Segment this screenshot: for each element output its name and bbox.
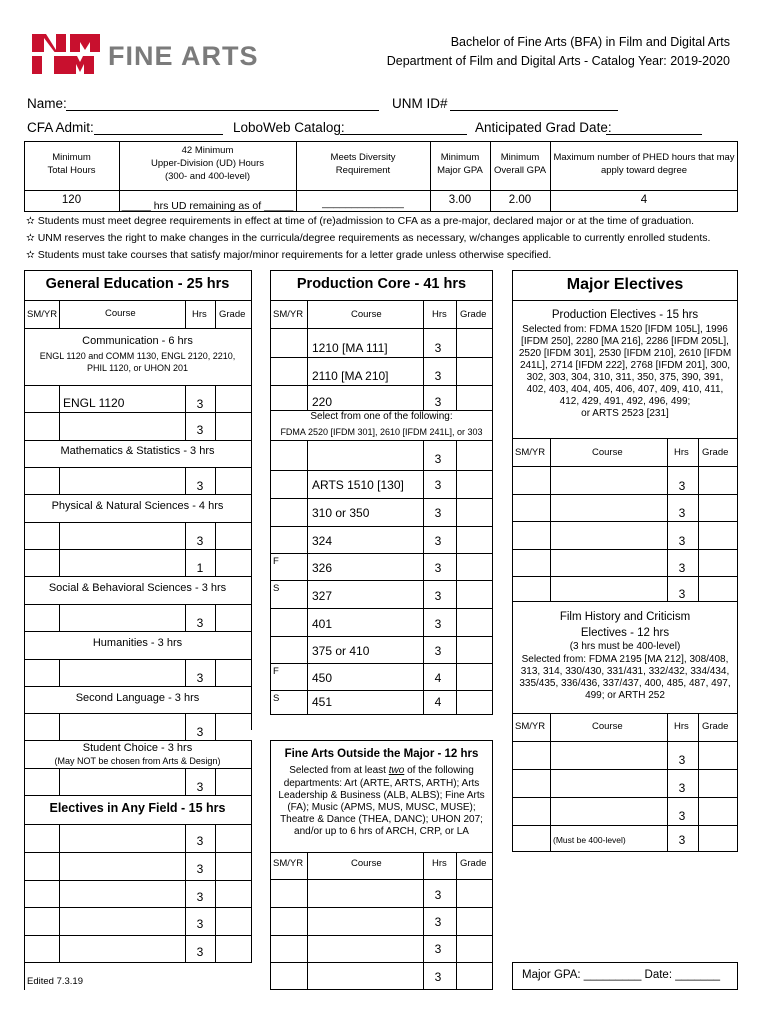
gen-col-hrs: Hrs [192,309,207,320]
outside-desc-two: two [388,765,405,776]
gen-hrs: 3 [196,479,204,493]
outside-desc-start: Selected from at least [289,765,386,776]
core-hrs: 3 [434,534,442,548]
gen-hrs: 3 [196,917,204,931]
name-label: Name: [27,96,67,111]
core-spring-marker: S [273,583,280,594]
core-hrs: 4 [434,695,442,709]
req-total-hours-header: Minimum Total Hours [47,152,96,176]
gen-hrs: 3 [196,862,204,876]
core-hrs: 3 [434,452,442,466]
cfa-admit-label: CFA Admit: [27,120,94,135]
gen-hrs: 3 [196,890,204,904]
cfa-admit-field[interactable] [94,134,223,135]
core-course-220: 220 [312,395,333,409]
core-course-arts-1510: ARTS 1510 [130] [312,478,404,492]
page-subtitle: Department of Film and Digital Arts - Catalog Year: 2019-2020 [386,54,730,68]
outside-col-course: Course [351,858,382,869]
core-course-450: 450 [312,671,333,685]
core-course-310-350: 310 or 350 [312,506,370,520]
major-hrs: 3 [678,534,686,548]
history-hrs: 3 [678,753,686,767]
outside-hrs: 3 [434,970,442,984]
gen-engl-1120: ENGL 1120 [63,396,125,410]
req-phed-value: 4 [640,194,648,206]
core-hrs: 3 [434,506,442,520]
req-overall-gpa-header: Minimum Overall GPA [493,152,547,176]
gen-electives-heading: Electives in Any Field - 15 hrs [49,801,226,815]
core-select-note: Select from one of the following: [310,411,453,422]
core-course-2110: 2110 [MA 210] [312,369,389,383]
gen-hrs: 3 [196,534,204,548]
general-education-title: General Education - 25 hrs [45,276,230,292]
gen-hrs: 3 [196,616,204,630]
history-col-course: Course [592,721,623,732]
edited-date: Edited 7.3.19 [27,976,83,987]
req-major-gpa-header: Minimum Major GPA [437,152,483,176]
req-diversity-header: Meets Diversity Requirement [330,152,396,176]
gen-hrs: 3 [196,671,204,685]
core-col-grade: Grade [460,309,487,320]
core-col-course: Course [351,309,382,320]
gen-communication-heading: Communication - 6 hrs [82,335,193,347]
core-fall-marker: F [273,666,279,677]
core-spring-marker: S [273,693,280,704]
gen-student-choice-note: (May NOT be chosen from Arts & Design) [54,756,221,766]
core-hrs: 3 [434,369,442,383]
core-fall-marker: F [273,556,279,567]
must-400-level-note: (Must be 400-level) [553,835,626,845]
production-electives-heading: Production Electives - 15 hrs [551,309,699,321]
grad-date-field[interactable] [606,134,702,135]
unm-id-field[interactable] [450,110,618,111]
req-overall-gpa-value: 2.00 [508,194,532,206]
grad-date-label: Anticipated Grad Date: [475,120,612,135]
outside-hrs: 3 [434,915,442,929]
core-hrs: 3 [434,617,442,631]
gen-hrs: 3 [196,423,204,437]
outside-major-title: Fine Arts Outside the Major - 12 hrs [284,748,479,760]
production-core-section [270,270,493,715]
core-hrs: 3 [434,644,442,658]
gen-physical-heading: Physical & Natural Sciences - 4 hrs [51,500,224,512]
film-history-note: (3 hrs must be 400-level) [569,641,681,652]
major-hrs: 3 [678,587,686,601]
major-hrs: 3 [678,479,686,493]
gen-humanities-heading: Humanities - 3 hrs [92,637,183,649]
gen-hrs: 3 [196,945,204,959]
core-course-401: 401 [312,617,333,631]
outside-hrs: 3 [434,942,442,956]
core-course-324: 324 [312,534,333,548]
gen-col-smyr: SM/YR [27,309,58,320]
core-hrs: 3 [434,561,442,575]
major-electives-title: Major Electives [566,276,684,293]
outside-col-smyr: SM/YR [273,858,304,869]
loboweb-catalog-field[interactable] [340,134,467,135]
outside-col-grade: Grade [460,858,487,869]
unm-logo [30,30,102,78]
loboweb-catalog-label: LoboWeb Catalog: [233,120,345,135]
req-ud-remaining-value[interactable]: _____ hrs UD remaining as of _____ [121,200,294,212]
production-core-title: Production Core - 41 hrs [296,276,467,292]
core-course-326: 326 [312,561,333,575]
core-hrs: 3 [434,478,442,492]
core-hrs: 3 [434,341,442,355]
core-col-hrs: Hrs [432,309,447,320]
history-col-grade: Grade [702,721,729,732]
core-hrs: 3 [434,395,442,409]
note-letter-grade: ✫ Students must take courses that satisfy major/minor requirements for a letter grade unless otherwise specified. [26,249,552,261]
outside-desc-end: of the following [407,765,474,776]
gen-social-heading: Social & Behavioral Sciences - 3 hrs [48,582,227,594]
gen-col-course: Course [105,308,136,319]
major-col-course: Course [592,447,623,458]
major-col-smyr: SM/YR [515,447,546,458]
history-hrs: 3 [678,833,686,847]
gen-student-choice-heading: Student Choice - 3 hrs [82,742,193,754]
film-history-list: Selected from: FDMA 2195 [MA 212], 308/408, 313, 314, 330/430, 331/431, 332/432, 334/434, 335/435, 336/436, 337/437, 400, 485, 487, 497, 499; or ARTH 252 [519,654,731,701]
film-history-heading: Film History and Criticism Electives - 12 hrs [559,611,691,639]
core-course-375-410: 375 or 410 [312,644,370,658]
major-col-hrs: Hrs [674,447,689,458]
gen-math-heading: Mathematics & Statistics - 3 hrs [60,445,215,457]
req-major-gpa-value: 3.00 [448,194,472,206]
req-diversity-value[interactable]: ______________ [322,197,404,209]
major-col-grade: Grade [702,447,729,458]
gen-hrs: 3 [196,780,204,794]
gen-col-grade: Grade [219,309,246,320]
page-title: Bachelor of Fine Arts (BFA) in Film and Digital Arts [450,35,730,49]
major-hrs: 3 [678,506,686,520]
core-select-list: FDMA 2520 [IFDM 301], 2610 [IFDM 241L], or 303 [280,427,483,437]
major-gpa-date[interactable]: Major GPA: _________ Date: _______ [522,969,720,981]
gen-hrs: 3 [196,834,204,848]
gen-communication-note: ENGL 1120 and COMM 1130, ENGL 2120, 2210, PHIL 1120, or UHON 201 [39,351,236,373]
note-readmission: ✫ Students must meet degree requirements in effect at time of (re)admission to CFA as a pre-major, declared major or at the time of graduation. [26,215,695,227]
fine-arts-logo-text: FINE ARTS [108,41,259,71]
core-hrs: 4 [434,671,442,685]
core-hrs: 3 [434,589,442,603]
outside-hrs: 3 [434,888,442,902]
name-field[interactable] [66,110,379,111]
gen-hrs: 3 [196,725,204,739]
req-phed-header: Maximum number of PHED hours that may apply toward degree [553,152,735,176]
history-hrs: 3 [678,809,686,823]
major-hrs: 3 [678,561,686,575]
unm-id-label: UNM ID# [392,96,448,111]
history-hrs: 3 [678,781,686,795]
outside-col-hrs: Hrs [432,858,447,869]
core-col-smyr: SM/YR [273,309,304,320]
req-total-hours-value: 120 [61,194,82,206]
core-course-451: 451 [312,695,333,709]
gen-hrs: 1 [196,561,204,575]
note-curricula: ✫ UNM reserves the right to make changes in the curricula/degree requirements as necessary, w/changes applicable to currently enrolled students. [26,232,711,244]
outside-desc-list: departments: Art (ARTE, ARTS, ARTH); Arts Leadership & Business (ALB, ALBS); Fine Arts (FA); Music (APMS, MUS, MUSC, MUSE); Theatre & Dance (THEA, DANC); UHON 207; and/or up to 6 hrs of ARCH, CRP, or LA [278,778,485,837]
history-col-smyr: SM/YR [515,721,546,732]
core-course-1210: 1210 [MA 111] [312,341,388,355]
production-electives-list: Selected from: FDMA 1520 [IFDM 105L], 1996 [IFDM 250], 2280 [MA 216], 2286 [IFDM 205L], 2520 [IFDM 301], 2530 [IFDM 210], 2610 [IFDM 241L], 2714 [IFDM 222], 2768 [IFDM 201], 300, 302, 303, 304, 310, 311, 350, 375, 390, 391, 402, 403, 404, 405, 406, 407, 409, 410, 411, 412, 429, 491, 492, 496, 499; or ARTS 2523 [231] [518,324,732,419]
history-col-hrs: Hrs [674,721,689,732]
gen-language-heading: Second Language - 3 hrs [75,692,200,704]
req-upper-division-header: 42 Minimum Upper-Division (UD) Hours (300- and 400-level) [151,145,264,182]
gen-hrs: 3 [196,397,204,411]
core-course-327: 327 [312,589,333,603]
